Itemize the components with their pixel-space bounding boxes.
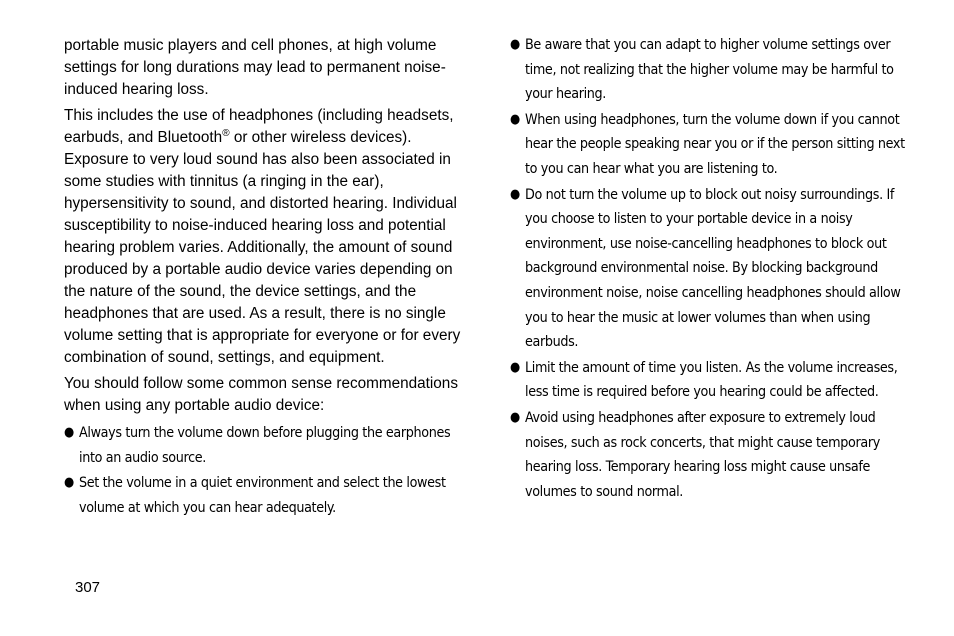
right-column — [510, 33, 910, 505]
list-item — [64, 471, 464, 520]
paragraph-hearing-loss: portable music players and cell phones, at high volume settings for long durations may lead to permanent noise-induced hearing loss. — [64, 37, 446, 98]
paragraph-headphones-text-end: or other wireless devices). Exposure to very loud sound has also been associated in some studies with tinnitus (a ringing in the ear), hypersensitivity to sound, and distorted hearing. Individual susceptibility to noise-induced hearing loss and potential hearing problem varies. Additionally, the amount of sound produced by a portable audio device varies depending on the nature of the sound, the device settings, and the headphones that are used. As a result, there is no single volume setting that is appropriate for everyone or for every combination of sound, settings, and equipment. — [64, 129, 461, 366]
left-bullet-list — [64, 421, 464, 520]
right-bullet-list — [510, 33, 910, 504]
list-item-text: Do not turn the volume up to block out noisy surroundings. If you choose to listen to your portable device in a noisy environment, use noise-cancelling headphones to block out background environmental noise. By blocking background environment noise, noise cancelling headphones should allow you to hear the music at lower volumes than when using earbuds. — [525, 186, 901, 351]
bullet-icon: ● — [510, 37, 520, 52]
list-item-text: Always turn the volume down before plugging the earphones into an audio source. — [79, 425, 451, 466]
page-number: 307 — [75, 579, 101, 596]
left-column — [64, 35, 464, 521]
list-item-text: Avoid using headphones after exposure to extremely loud noises, such as rock concerts, that might cause temporary hearing loss. Temporary hearing loss might cause unsafe volumes to sound normal. — [525, 409, 880, 500]
paragraph-headphones-exposure — [64, 105, 464, 369]
list-item — [510, 356, 910, 405]
list-item — [510, 183, 910, 355]
list-item — [510, 406, 910, 504]
paragraph-recommendations-intro: You should follow some common sense recommendations when using any portable audio device: — [64, 375, 458, 414]
list-item — [510, 108, 910, 182]
list-item — [510, 33, 910, 107]
registered-mark: ® — [222, 128, 230, 139]
bullet-icon: ● — [64, 475, 74, 491]
list-item — [64, 421, 464, 470]
bullet-icon: ● — [510, 409, 520, 425]
list-item-text: Limit the amount of time you listen. As the volume increases, less time is required before you hearing could be affected. — [525, 359, 898, 401]
bullet-icon: ● — [510, 111, 520, 127]
list-item-text: When using headphones, turn the volume down if you cannot hear the people speaking near you or if the person sitting next to you can hear what you are listening to. — [525, 111, 905, 177]
paragraph-headphones-text-start: This includes the use of headphones (including headsets, earbuds, and Bluetooth — [64, 107, 454, 146]
list-item-text: Be aware that you can adapt to higher volume settings over time, not realizing that the higher volume may be harmful to your hearing. — [525, 37, 894, 103]
bullet-icon: ● — [510, 186, 520, 202]
bullet-icon: ● — [510, 359, 520, 375]
list-item-text: Set the volume in a quiet environment and select the lowest volume at which you can hear adequately. — [79, 475, 446, 516]
bullet-icon: ● — [64, 425, 74, 440]
